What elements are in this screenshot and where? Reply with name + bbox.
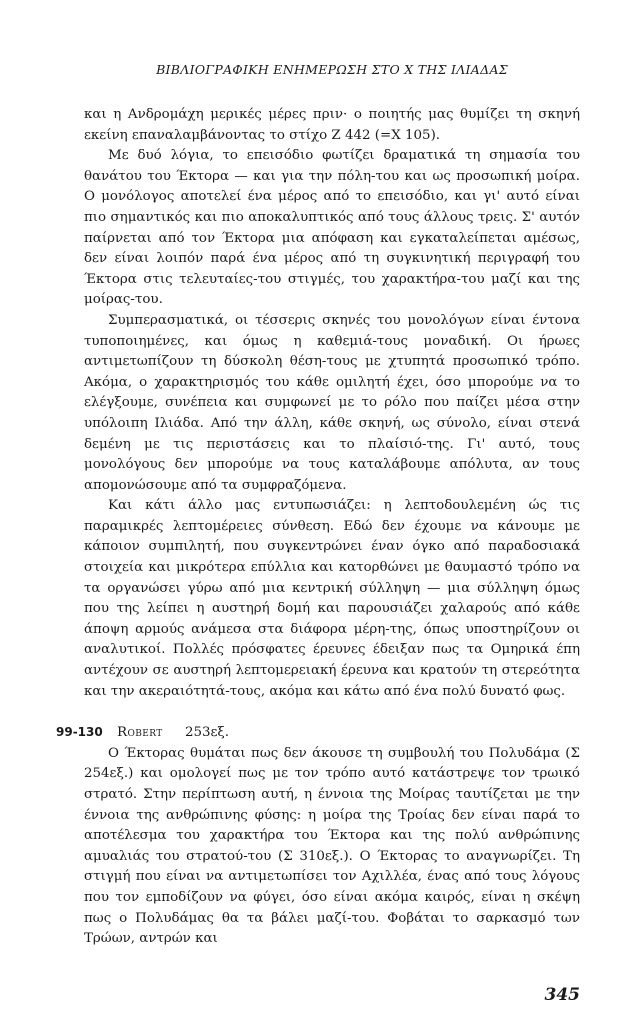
entry-reference: 253εξ.: [184, 725, 230, 741]
paragraph: Με δυό λόγια, το επεισόδιο φωτίζει δραματικά τη σημασία του θανάτου του Έκτορα — και για την πόλη-του και ως προσωπική μοίρα. Ο μονόλογος αποτελεί ένα μέρος από το επεισόδιο, και γι' αυτό είναι πιο σημαντικός και πιο αποκαλυπτικός από τους άλλους τρεις. Σ' αυτόν παίρνεται από τον Έκτορα μια απόφαση και εγκαταλείπεται αμέσως, δεν είναι λοιπόν παρά ένα μέρος από τη συγκινητική περιγραφή του Έκτορα στις τελευταίες-του στιγμές, του χαρακτήρα-του μαζί και της μοίρας-του.: [84, 148, 580, 308]
entry-author: Robert: [117, 725, 163, 741]
paragraph: Και κάτι άλλο μας εντυπωσιάζει: η λεπτοδουλεμένη ώς τις παραμικρές λεπτομέρειες σύνθεση. Εδώ δεν έχουμε να κάνουμε με κάποιον συμπιλητή, που συγκεντρώνει έναν όγκο από παραδοσιακά στοιχεία και μικρότερα επύλλια και κατορθώνει με θαυμαστό τρόπο να τα οργανώσει γύρω από μια κεντρική σύλληψη — μια σύλληψη όμως που της λείπει η αυστηρή δομή και παρουσιάζει χαλαρούς από κάθε άποψη αρμούς ανάμεσα στα διάφορα μέρη-της, όπως υποστηρίζουν οι αναλυτικοί. Πολλές πρόσφατες έρευνες έδειξαν πως τα Ομηρικά έπη αντέχουν σε αυστηρή λεπτομερειακή έρευνα και κρατούν τη στερεότητα και την ακεραιότητά-τους, ακόμα και κάτω από ένα πολύ δυνατό φως.: [84, 498, 580, 699]
running-head: ΒΙΒΛΙΟΓΡΑΦΙΚΗ ΕΝΗΜΕΡΩΣΗ ΣΤΟ Χ ΤΗΣ ΙΛΙΑΔΑΣ: [156, 62, 508, 77]
page-number: 345: [544, 985, 580, 1005]
entry-line-range: 99-130: [56, 725, 103, 740]
entry-heading: [56, 722, 580, 744]
paragraph: Συμπερασματικά, οι τέσσερις σκηνές του μονολόγων είναι έντονα τυποποιημένες, και όμως η καθεμιά-τους μοναδική. Οι ήρωες αντιμετωπίζουν τη δύσκολη θέση-τους με χτυπητά προσωπικό τρόπο. Ακόμα, ο χαρακτηρισμός του κάθε ομιλητή έχει, όσο μπορούμε να το ελέγξουμε, συνέπεια και συμφωνεί με το ρόλο που παίζει μέσα στην υπόλοιπη Ιλιάδα. Από την άλλη, κάθε σκηνή, ως σύνολο, είναι στενά δεμένη με τις περιστάσεις και το πλαίσιό-της. Γι' αυτό, τους μονολόγους δεν μπορούμε να τους καταλάβουμε απόλυτα, αν τους απομονώσουμε από τα συμφραζόμενα.: [84, 312, 580, 493]
document-page: [56, 62, 580, 950]
paragraph-continuation: και η Ανδρομάχη μερικές μέρες πριν· ο ποιητής μας θυμίζει τη σκηνή εκείνη επαναλαμβάνοντας το στίχο Ζ 442 (=Χ 105).: [84, 107, 580, 143]
entry-paragraph: Ο Έκτορας θυμάται πως δεν άκουσε τη συμβουλή του Πολυδάμα (Σ 254εξ.) και ομολογεί πως με τον τρόπο αυτό κατάστρεψε τον τρωικό στρατό. Στην περίπτωση αυτή, η έννοια της Μοίρας ταυτίζεται με την έννοια της ανθρώπινης φύσης: η μοίρα της Τροίας δεν είναι παρά το αποτέλεσμα του χαρακτήρα του Έκτορα και της πολύ ανθρώπινης αμυαλιάς του στρατού-του (Σ 310εξ.). Ο Έκτορας το αναγνωρίζει. Τη στιγμή που είναι να αντιμετωπίσει τον Αχιλλέα, ένας από τους λόγους που τον εμποδίζουν να φύγει, όσο είναι ακόμα καιρός, είναι η σκέψη πως ο Πολυδάμας θα τα βάλει μαζί-του. Φοβάται το σαρκασμό των Τρώων, αντρών και: [84, 745, 580, 947]
